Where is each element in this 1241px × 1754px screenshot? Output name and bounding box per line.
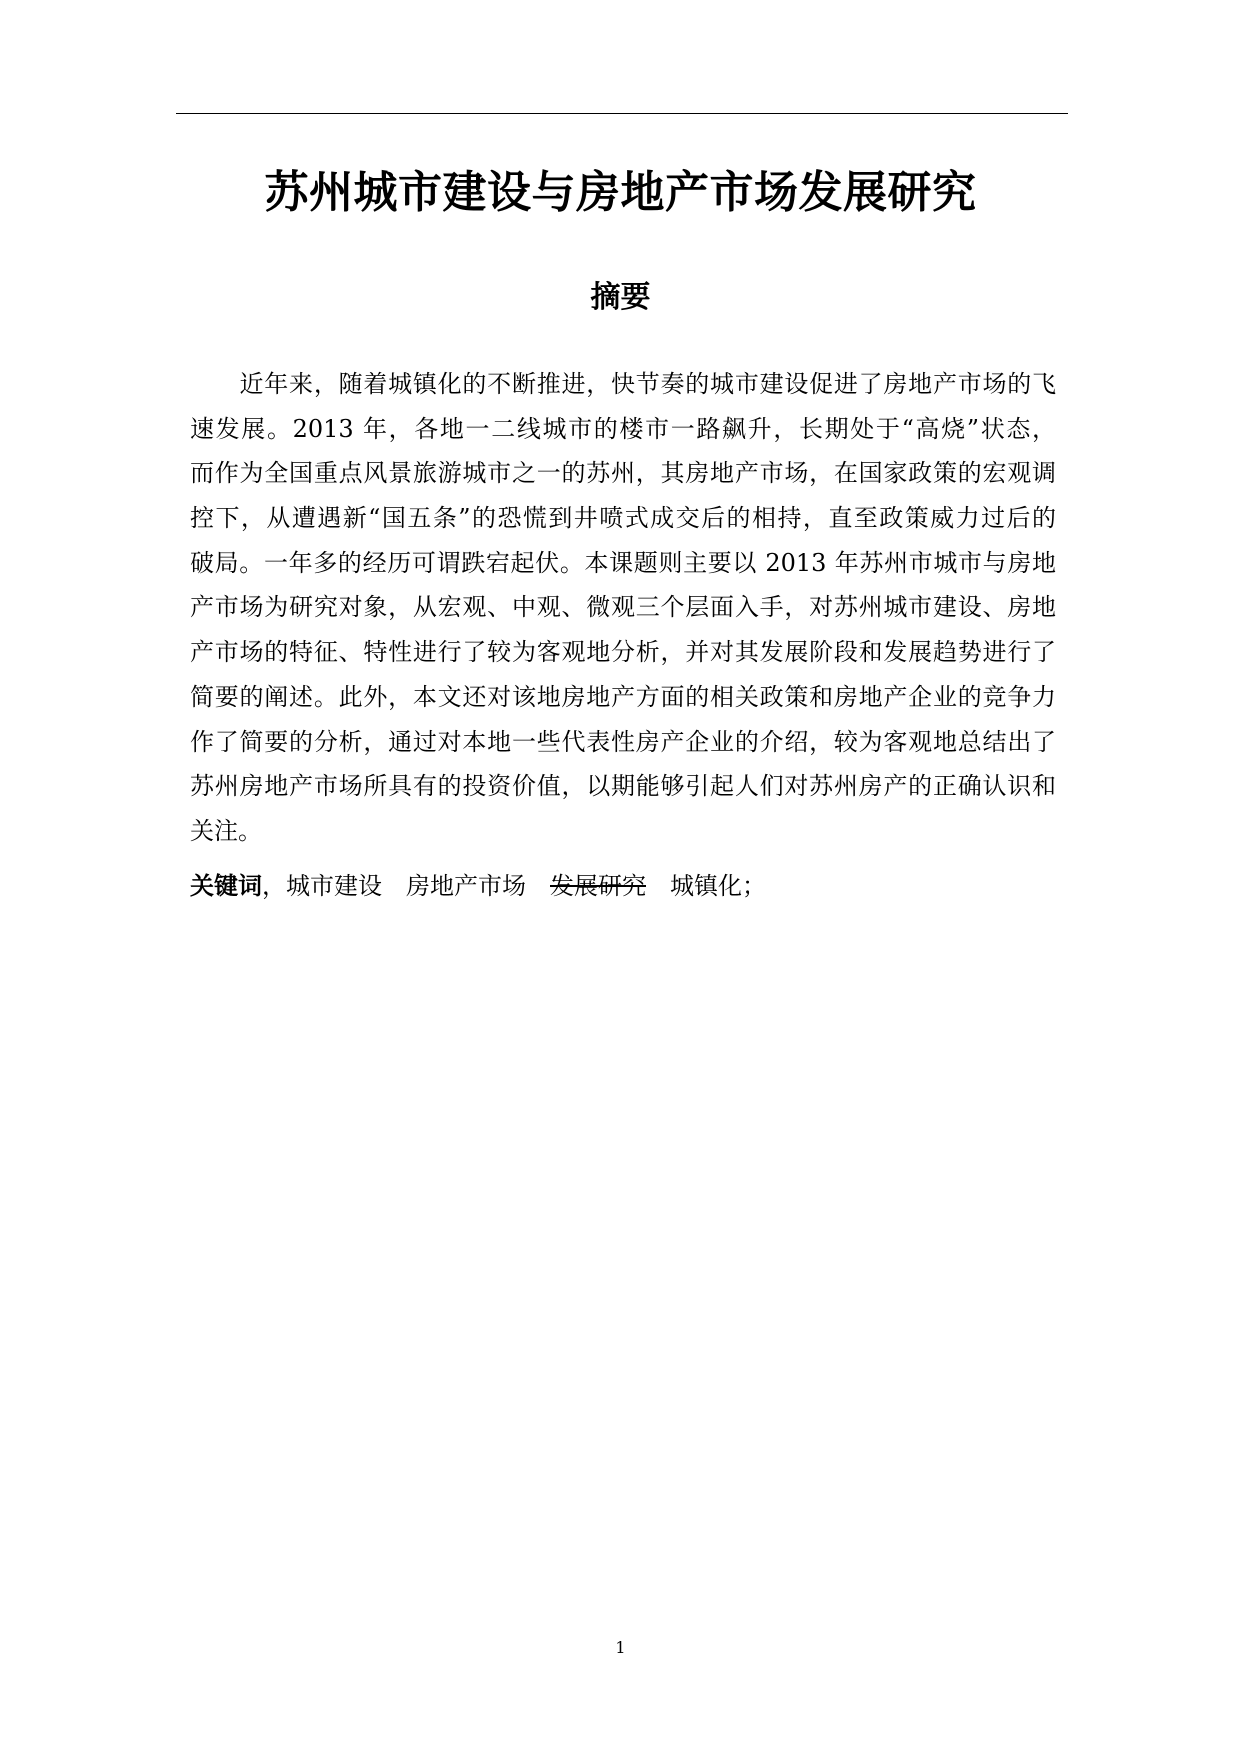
keyword-item: 城市建设 — [286, 872, 382, 900]
header-rule — [176, 113, 1068, 114]
abstract-line: 速发展。2013 年，各地一二线城市的楼市一路飙升，长期处于“高烧”状态， — [190, 414, 1056, 443]
abstract-line: 破局。一年多的经历可谓跌宕起伏。本课题则主要以 2013 年苏州市城市与房地 — [190, 548, 1056, 577]
abstract-line: 控下，从遭遇新“国五条”的恐慌到井喷式成交后的相持，直至政策威力过后的 — [190, 504, 1056, 533]
abstract-line: 简要的阐述。此外，本文还对该地房地产方面的相关政策和房地产企业的竞争力 — [190, 682, 1056, 711]
abstract-body — [190, 362, 1056, 854]
paper-title: 苏州城市建设与房地产市场发展研究 — [264, 167, 977, 218]
abstract-heading: 摘要 — [590, 280, 651, 315]
abstract-line: 产市场的特征、特性进行了较为客观地分析，并对其发展阶段和发展趋势进行了 — [190, 638, 1056, 667]
keyword-item-struck: 发展研究 — [550, 872, 646, 900]
keyword-item: 房地产市场 — [406, 872, 526, 900]
abstract-line: 苏州房地产市场所具有的投资价值，以期能够引起人们对苏州房产的正确认识和 — [190, 772, 1056, 801]
keywords-label: 关键词 — [190, 872, 262, 900]
page-number: 1 — [615, 1638, 626, 1657]
keywords-separator: ， — [262, 872, 286, 900]
abstract-line: 关注。 — [190, 816, 262, 845]
abstract-line: 而作为全国重点风景旅游城市之一的苏州，其房地产市场，在国家政策的宏观调 — [190, 459, 1056, 488]
keywords-line — [190, 864, 766, 908]
abstract-line: 作了简要的分析，通过对本地一些代表性房产企业的介绍，较为客观地总结出了 — [190, 727, 1056, 756]
keyword-item: 城镇化； — [670, 872, 766, 900]
abstract-line: 产市场为研究对象，从宏观、中观、微观三个层面入手，对苏州城市建设、房地 — [190, 593, 1056, 622]
abstract-line: 近年来，随着城镇化的不断推进，快节奏的城市建设促进了房地产市场的飞 — [190, 370, 1056, 398]
